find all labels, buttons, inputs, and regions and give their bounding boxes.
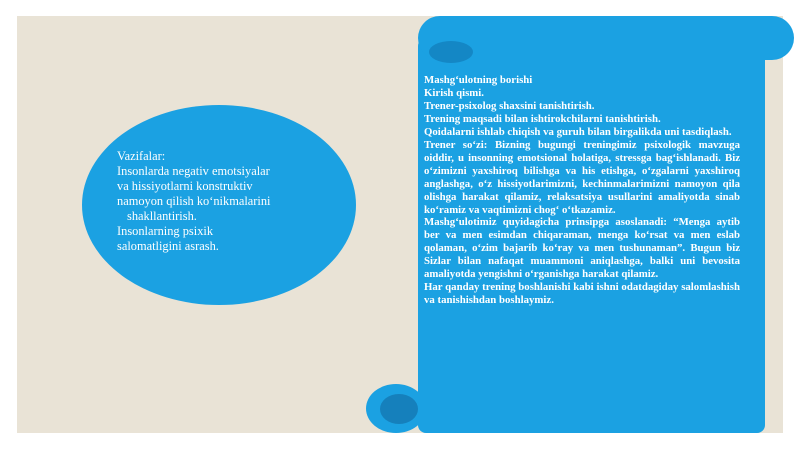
scroll-paragraph: Trener so‘zi: Bizning bugungi treningimiz psixologik mavzuga oiddir, u insonning emotsional holatiga, stressga bag‘ishlanadi. Biz o‘zimizni yaxshiroq bilishga va his etishga, o‘zgalarni yaxshiroq anglashga, o‘z hissiyotlarimizni, kechinmalarimizni namoyon qila olishga harakat qilamiz, relaksatsiya usullarini amaliyotda sinab ko‘ramiz va vaqtimizni chog‘ o‘tkazamiz. — [424, 138, 740, 216]
tasks-line: va hissiyotlarni konstruktiv — [117, 179, 253, 193]
scroll-paragraph: Qoidalarni ishlab chiqish va guruh bilan birgalikda uni tasdiqlash. — [424, 125, 732, 138]
tasks-heading: Vazifalar: — [117, 149, 166, 163]
scroll-paragraph: Trener-psixolog shaxsini tanishtirish. — [424, 99, 595, 112]
scroll-top-roll — [418, 16, 794, 60]
tasks-line: Insonlarda negativ emotsiyalar — [117, 164, 270, 178]
scroll-title: Mashg‘ulotning borishi — [424, 74, 533, 86]
tasks-text — [117, 149, 327, 254]
scroll-paragraph: Trening maqsadi bilan ishtirokchilarni tanishtirish. — [424, 112, 661, 125]
scroll-text — [424, 74, 740, 307]
scroll-paragraph: Har qanday trening boshlanishi kabi ishni odatdagiday salomlashish va tanishishdan boshlaymiz. — [424, 281, 740, 307]
scroll-paragraph: Kirish qismi. — [424, 86, 484, 99]
tasks-line: salomatligini asrash. — [117, 239, 219, 253]
scroll-bottom-curl-inner — [380, 394, 418, 424]
tasks-line: shakllantirish. — [127, 209, 197, 223]
tasks-line: namoyon qilish ko‘nikmalarini — [117, 194, 271, 208]
tasks-line: Insonlarning psixik — [117, 224, 214, 238]
scroll-paragraph: Mashg‘ulotimiz quyidagicha prinsipga asoslanadi: “Menga aytib ber va men esimdan chiqaraman, menga ko‘rsat va men eslab qolaman, o‘zim bajarib ko‘ray va men tushunaman”. Bugun biz Sizlar bilan nafaqat muammoni aniqlashga, balki uni bevosita amaliyotda yengishni o‘rganishga harakat qilamiz. — [424, 216, 740, 281]
scroll-top-curl — [429, 41, 473, 63]
